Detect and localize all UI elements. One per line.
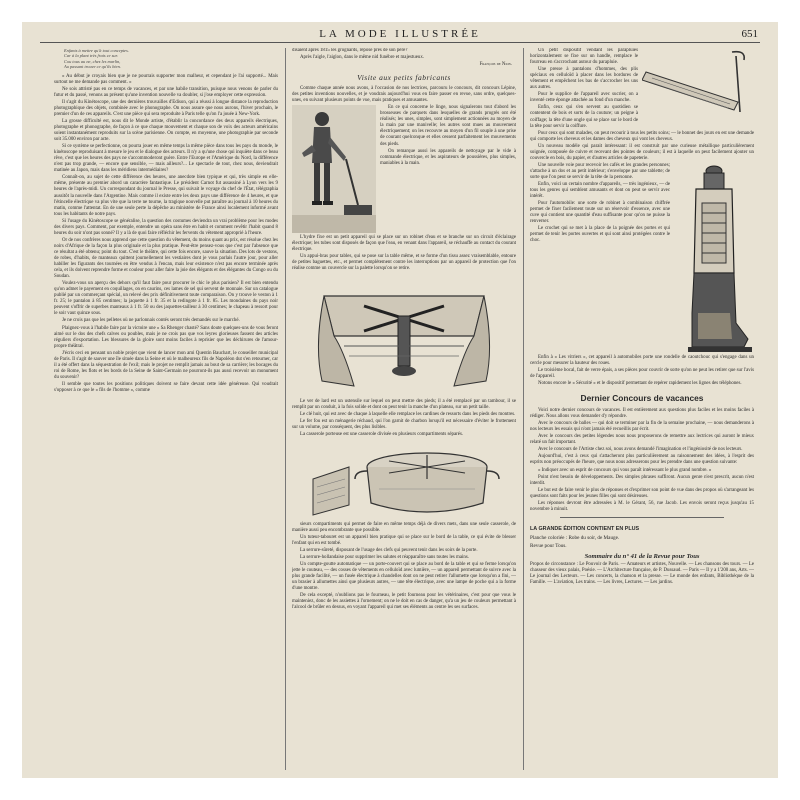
paragraph: Notons encore le « Sécurité » et le dispositif permettant de repérer rapidement les lignes des téléphones.	[538, 381, 742, 387]
paragraph: De cela excepté, n'oublions pas le fourneau, le petit fourneau pour les vétérinaires, c'est pour que vous le mainteniez, donc de les assiettes à l'ornement; on ne le doit en cas de danger, qu'a un jeu de couleurs permettant à l'alcool de brûler en dessus, en voyant l'appareil qui met ses éléments au centre les ses surfaces.	[292, 593, 516, 611]
paragraph: Avec le concours de balles — qui doit se terminer par la fin de la semaine prochaine, — nous demanderons à nos lecteurs les essais qui n'ont jamais été recueillis par écrit.	[530, 421, 754, 433]
paragraph: Avec le concours de l'Artiste chez soi, nous avons demandé l'imagination et l'ingéniosité de nos lecteurs.	[538, 447, 743, 453]
umbrella-holder-illustration	[642, 48, 754, 122]
paragraph: Une presse à pantalons d'hommes, des plis spéciaux en celluloïd à placer dans les bordures de vêtement et empêchent les bas de s'accrocher les uns aux autres.	[530, 67, 638, 91]
paragraph: Un tuteur-tabouret est un appareil bien pratique qui se place sur le bord de la table, ce qui évite de blesser l'enfant qui en est tombé.	[292, 534, 516, 546]
paragraph: Un compte-goutte automatique — un porte-couvert qui se place au bord de la table et qui se ferme lorsqu'on jette le couteau, — des cosses de vêtements en celluloïd avec lumière, — un appareil permettant de suivre avec la plus grande facilité, — un fusée électrique à chandelles dont on ne peut retirer l'allumette que lorsqu'on a fini, — un brasier à allumettes ainsi que plusieurs autres, — une tête électrique, avec une lampe de poche qui a la forme d'une montre.	[292, 562, 516, 592]
paragraph: En ce qui concerne le linge, nous signalerons tout d'abord les brosseuses de parquets dans lesquelles de grands progrès ont été réalisés; les unes, simples, sont simplement actionnées au moyen de la main par une manivelle; les autres sont mues au mouvement électriquement; on les recouvre au moyen d'un fil souple à une prise de courant quelconque et elles cessent parfaitement les mouvements des pieds.	[380, 105, 516, 147]
header-rule	[40, 42, 760, 43]
table-stand-illustration	[304, 276, 504, 396]
grande-edition-line: Revue pour Tous.	[530, 543, 567, 550]
paragraph: Or de nos confrères nous apprend que cette question du vêtement, du moins quant au prix, est résolue chez les noirs d'Afrique de la façon la plus originale et la plus pratique. Peut-être pensez-vous que c'est par l'absence que ce résultat a été obtenu; point du tout. C'est le théâtre, qui cette fois encore, sauve la situation. Des lots de vestons, de robes, d'habits, de manteaux quittent journellement les vestiaires dont je vous parlais l'autre jour, pour aller habiller les figurants des tournées en être vendus à l'encan, mais leur existence n'est pas encore terminée après cela, et ils doivent reprendre forme et couleur pour aller faire la joie des élégants et des élégantes du Congo ou du Soudan.	[54, 237, 278, 280]
page-number: 651	[741, 28, 758, 40]
paragraph: Pour le supplice de l'appareil avec sucrier, on a inventé cette éponge attachée au fond d'un manche.	[530, 92, 638, 104]
paragraph: Il s'agit du Kinétoscope, une des dernières trouvailles d'Edison, qui a réussi à longue distance la reproduction photographique des objets, combinée avec le phonographe. On nous assure que nous aurons, l'hiver prochain, le premier d'un de ces appareils. C'est une pièce qui sera reproduite à Paris telle qu'on l'a jouée à New-York.	[54, 99, 278, 117]
paragraph: La serrure-hollandaise pour supprimer les salutes et réapparaître sans toutes les mains.	[300, 555, 469, 561]
paragraph: Les réponses devront être adressées à M. le Gérant, 56, rue Jacob. Les envois seront reçus jusqu'au 15 novembre à minuit.	[530, 500, 754, 512]
paragraph: Un nouveau modèle qui parait intéressant: il est construit par une curieuse métallique particulièrement soignée, composée de cuivre et recevant des pointes de couleurs; il est à laquelle on peut facilement ajouter un couvercle en bois, du papier, et d'autres articles de papeterie.	[530, 143, 754, 161]
newspaper-page	[22, 22, 778, 778]
compartment-pan-illustration	[299, 441, 509, 519]
paragraph: La casserole porteuse est une casserole divisée en plusieurs compartiments séparés.	[300, 431, 464, 437]
column-divider	[285, 48, 286, 770]
paragraph: Ne sois attristé pas en ce temps de vacances, et par une habile transition, puisque nous venons de parler du futur et du passé, venons au présent qu'une invention nouvelle va doubler, si j'ose employer cette expression.	[54, 86, 278, 98]
boy-floor-polisher-illustration	[292, 105, 376, 233]
paragraph: On remarque aussi les appareils de nettoyage par le vide à commande électrique, et les aspirateurs de poussières, plus simples, maniables à la main.	[380, 148, 516, 166]
paragraph: Je ne crois pas que les pelletes où ne parlonnais contés seront très demandés sur le marché.	[62, 318, 240, 324]
paragraph: Après l'aigle, l'aiglon, dans le même nid funèbre et majestueux.	[300, 55, 424, 61]
paragraph: La grosse difficulté est, nous dit le Monde artiste, d'établir la concordance des deux appareils électriques, photographe et phonographe, de façon à ce que chaque mouvement et chaque son de voix des acteurs américains soient instantanément reproduits sur la scène parisienne. On compte, en moyenne, une photographie par seconde soit 35.000 environ par acte.	[54, 118, 278, 143]
sommaire-heading: Sommaire du n° 41 de la Revue pour Tous	[584, 552, 700, 560]
paragraph: Point n'est besoin de développements. Des simples phrases suffiront. Aucun genre n'est prescrit, aucun n'est interdit.	[530, 474, 754, 486]
article-heading: Visite aux petits fabricants	[357, 73, 451, 83]
paragraph: Une nouvelle voie pour recevoir les cafés et les grandes personnes; s'attache à un dos et au petit intérieur; s'enveloppe par une tablette; de sorte que l'on peut se servir de la tête de la personne.	[530, 162, 670, 180]
sommaire-text: Propos de circonstance : Le Pouvoir de Paris. — Amateurs et artistes, Nouvelle. — Les chansons des tours. — Le chasseur des vieux palais, Poésie. — L'Architecture française, de P. Dussaud. — Paris — Il y a 1'200 ans, Arts. — Le journal des Lecteurs. — Les concerts, la chanson et la presse. — Le monde des enfants, Bibliothèque de la Famille. — L'aviation, Les trains. — Les livres, Lectures. — Les jardins.	[530, 561, 754, 585]
column-divider	[523, 48, 524, 770]
paragraph: Enfin à « Les vitriers », cet appareil à automobiles porte une rondelle de caoutchouc qui s'engage dans un cercle pour mesurer la hauteur des roues.	[530, 354, 754, 366]
paragraph: Aujourd'hui, c'est à ceux qui s'attacheront plus particulièrement au raisonnement des idées, à l'esprit des esprits non préoccupés de l'heure, que nous nous adresserons pour les prendre dans une question suivante:	[530, 454, 754, 466]
grande-edition-line: Planche coloriée : Robe du soir, de Mauge.	[530, 534, 620, 541]
paragraph: Le but est de faire venir le plus de réponses et d'exprimer son point de vue dans des propos où s'arrangeant les questions sont faits pour les jeunes filles qui sont désireuses.	[530, 487, 754, 499]
paragraph: « Indiquer avec un esprit de concours qui vous paraît intéressant le plus grand nombre. »	[538, 467, 712, 473]
paragraph: Le crochet qui se met à la place de la poignée des portes et qui permet de tenir les portes ouvertes et qui sont ainsi protégées contre le choc.	[530, 226, 670, 244]
epigraph-line: Car à la plant très frais ce sur.	[64, 53, 118, 59]
column-right	[530, 48, 754, 773]
author-signature: François de Nion.	[479, 62, 512, 68]
paragraph: Pour ceux qui sont malades, on peut recourir à tous les petits soins; — le bonnet des jours en est une demande qui comporte les cheveux et les dames des cheveux qui vont les cheveux.	[530, 130, 754, 142]
paragraph: Enfin, ceux qui s'en servent au quotidien se contentent de bois et sorts de la couture; un peigne à coiffage; la tête d'une ongle qui se place sur le bord de la tête pour servir la coiffure.	[530, 105, 638, 129]
paragraph: Un appui-bras pour tables, qui se pose sur la table même, et se forme d'un tissu assez vraisemblable, entoure de petites baguettes, etc., et permet complètement contre les interruptions par un appareil de protection que l'on réalise comme un couvercle sur la palette lorsqu'on se retire.	[292, 254, 516, 272]
paragraph: Avec le concours des petites légendes nous nous proposerons de remettre aux lectrices qui auront le mieux relaté un fait important.	[530, 434, 754, 446]
paragraph: sieurs compartiments qui permet de faire en même temps déjà de divers mets, dans une seule casserole, de manière aussi peu encombrante que possible.	[292, 521, 516, 533]
paragraph: J'écris ceci en pensant un noble projet que vient de lancer mon ami Quentin Bauchart, le conseiller municipal de Paris. Il s'agit de sauver une île située dans la Seine et où le malheureux fils de Napoléon dut s'en retourner, car il a été offert dans la séquestration de l'exil; mais le projet ne remplit jamais au bout de sa carrière; les bocages du roi de Rome, les flots et les bords de la Seine de Saint-Germain ne pourront-ils pas aussi recevoir un monument du souvenir?	[54, 350, 278, 380]
paragraph: Si ce système se perfectionne, on pourra jouer en même temps la même pièce dans tous les pays du monde, le kinétoscope reproduisant à mesure le jeu et le dialogue des acteurs. Il n'y a qu'une chose qui inquiète dans ce beau rêve, c'est que les heures des pays ne s'accommoderont guère. Entre l'Europe et l'Amérique du Nord, la différence n'est pas trop grande, — encore que sensible, — mais ailleurs?... Le spectacle de tout, chez nous, deviendrait matinée au Japon, mais dans les méridiens intermédiaires?	[54, 144, 278, 174]
paragraph: Le ver de lard est un ustensile sur lequel on peut mettre des pieds; il a été remplacé par un tambour, il se remplit par un conduit, à la fois solide et dont on peut tenir la manche d'un plateau, sur un petit taille.	[292, 398, 516, 410]
paragraph: Si l'usage du Kinétoscope se généralise, la question des costumes deviendra un vrai problème pour les modes des divers pays. Comment, par exemple, entendre un opéra sans être en habit et comment revêtir l'habit quand 8 heures du soir n'ont pas sonné? Il y a là de quoi faire réfléchir les fervents du vêtement approprié à l'heure.	[54, 218, 278, 236]
paragraph: « Au début je croyais bien que je ne pourrais supporter mon malheur, et cependant je l'ai supporté... Mais surtout ne me demande pas comment. »	[54, 73, 278, 85]
paragraph: Le clé huit, qui est avec de chaque à laquelle elle remplace les cardines de ressorts dans les pieds des montres.	[300, 411, 516, 417]
running-head: LA MODE ILLUSTRÉE	[319, 28, 481, 40]
paragraph: L'hydre fixe est un petit appareil qui se place sur un robinet d'eau et se branche sur un circuit d'éclairage électrique; les tubes sont disposés de façon que l'eau, en venant dans l'appareil, se réchauffe au contact du courant électrique.	[292, 235, 516, 253]
grande-edition-heading: LA GRANDE ÉDITION CONTIENT EN PLUS	[530, 525, 640, 532]
boot-device-illustration	[674, 163, 754, 353]
epigraph-line: Enfants à mettre qu'à tout conceptes.	[64, 48, 129, 53]
paragraph: La serrure-sûreté, disposant de l'usage des clefs qui peuvent tenir dans les soirs de la porte.	[300, 547, 478, 553]
contest-heading: Dernier Concours de vacances	[580, 393, 704, 404]
paragraph: Voici notre dernier concours de vacances. Il est entièrement aux questions plus faciles et les moins faciles à rédiger. Nous allons vous demander d'y répondre.	[530, 408, 754, 420]
paragraph: Comme chaque année nous avons, à l'occasion de nos lectrices, parcouru le concours, dit concours Lépine, des petites inventions nouvelles, et je voudrais aujourd'hui vous en faire passer en revue, sans ordre, quelques-unes, en suivant plusieurs points de vue, mais pratiques et amusantes.	[292, 86, 516, 104]
column-left	[54, 48, 278, 773]
paragraph: Le fer fou est un ménagerie réchaud, qui l'on garnit de charbon lorsqu'il est nécessaire d'éviter le frottement sur un volume, par conséquent, des plus lisibles.	[292, 418, 516, 430]
section-divider	[560, 517, 724, 518]
paragraph: Enfin, voici un certain nombre d'appareils, — très ingénieux, — de tous les genres qui semblent amusants et dont on peut se servir avec intérêt.	[530, 181, 670, 200]
paragraph: disaient après 1815 les grognards, repose près de son père?	[292, 48, 408, 53]
paragraph: Voulez-vous un aperçu des dehors qu'il faut faire pour procurer le chic le plus parisien? Il est bien entendu qu'on admet le payement en coquillages, on en caurins, ces lames de sel qui servent de monnaie. Sur un catalogue publié par un commerçant spécial, un relevé des prix définitivement toute comparaison. On y trouve le veston à 1 fr. 25; le pantalon à 85 centimes; la jaquette à 1 fr. 35 et la redingote à 1 fr. 85. Les mondaines du pays noir peuvent s'offrir de superbes manteaux à 1 fr. 50 ou des jaquettes-tailleur à 30 centimes; le chapeau à ressort pour le soir vaut quinze sous.	[54, 281, 278, 317]
epigraph-line: Au passant trouve ce qu'ils bien.	[64, 64, 121, 70]
paragraph: Un petit dispositif vendant les parapluies horizontalement se fixe sur un handle, remplace le fourreau en s'accrochant autour du parapluie.	[530, 48, 638, 66]
paragraph: Connaît-on, au sujet de cette différence des heures, une anecdote bien typique et qui, très simple en elle-même, présente au premier abord un caractère fantastique. Le président Carnot fut assassiné à Lyon vers les 9 heures de l'après-midi. Un correspondant du journal le Presse, qui suivait le voyage du chef de l'État, télégraphia aussitôt la nouvelle dans l'Argentine. Mais comme il existe entre les deux pays une différence de 4 heures, et que l'étincelle électrique va plus vite que la terre ne tourne, la tragique nouvelle put paraître au journal à 10 heures du matin, comme l'attentat. En de une seule perte la dépêche au ministère de France ainsi localement informé avant tous les habitants de notre pays.	[54, 175, 278, 217]
paragraph: Pour l'automobile: une sorte de robinet à combinaison chiffrée permet de fixer facilement toute sur un réservoir d'essence, avec une cuve qui contient une quantité d'eau suffisante pour qu'on ne puisse la renverser.	[530, 201, 670, 225]
paragraph: Plaignez-vous à l'habile faire par la victoire une « Sa Rhenger chasté? Sans doute quelques-uns de vous feront aimé sur le dos des chefs calves ou poubles, mais je ne crois pas que vos leyres glorieuses fassent des articles réguliers d'exportation. Les blessures de la gloire sont moins faciles à reprisier que les déchirures de l'amour-propre théâtral.	[54, 325, 278, 349]
epigraph-line: Cou tous au ne, chez les marlin,	[64, 58, 121, 64]
paragraph: Il semble que toutes les positions politiques doivent se faire devant cette idée généreuse. Qui voudrait s'opposer à ce que le « fils de l'homme », comme	[54, 381, 278, 393]
epigraph	[54, 48, 278, 70]
paragraph: Le troisième bocal, fait de verre épais, a ses pièces pour couvrir de sorte qu'on ne peut les retirer que sur l'avis de l'appareil.	[530, 367, 754, 379]
column-middle	[292, 48, 516, 773]
